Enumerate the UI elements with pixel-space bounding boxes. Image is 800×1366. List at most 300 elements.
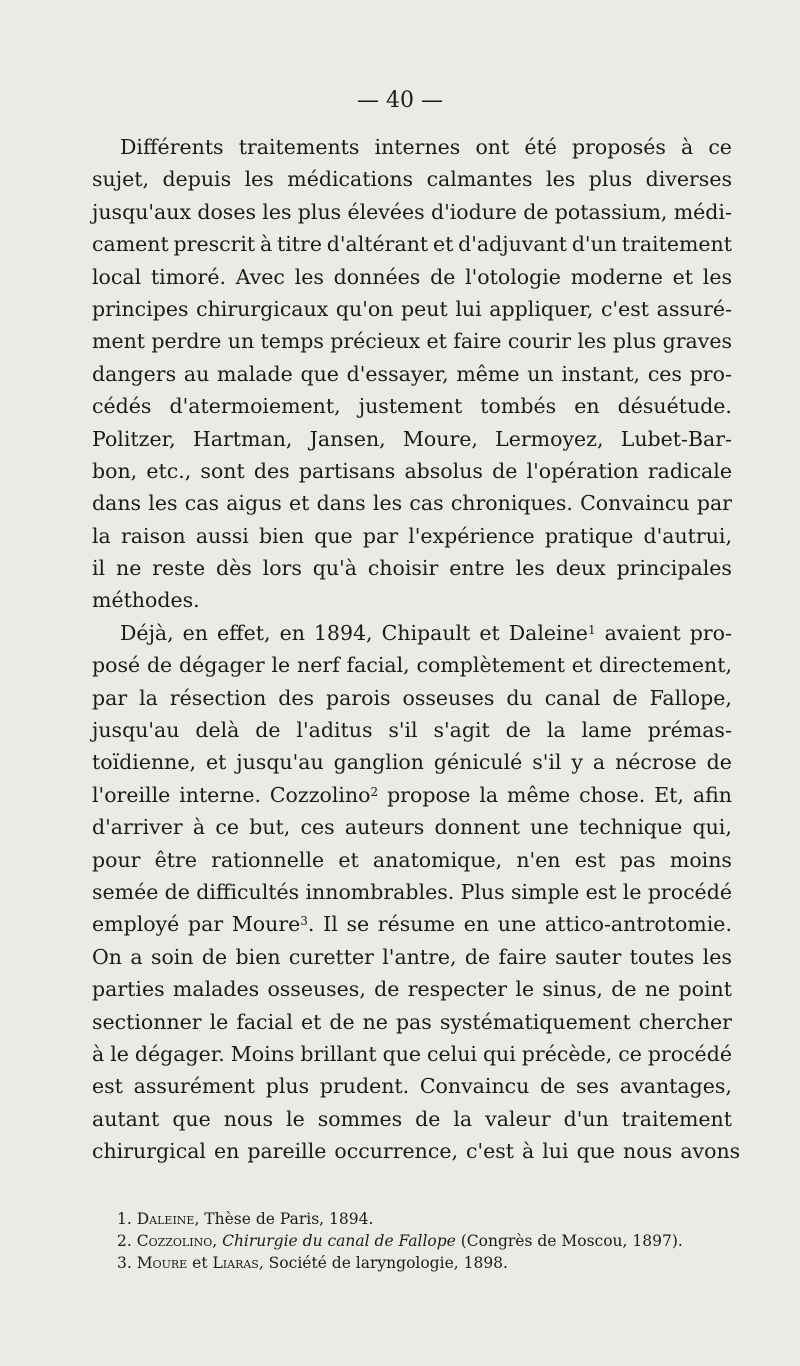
word: osseuses [402, 685, 495, 710]
text-line [92, 908, 732, 940]
word: l'antre, [382, 944, 457, 969]
text-line [92, 1103, 732, 1135]
word: internes [374, 135, 461, 159]
word: ganglion [333, 750, 424, 775]
text-line [92, 196, 732, 228]
word: le [110, 1041, 129, 1066]
word: plus [588, 167, 633, 192]
footnote-author: Moure [136, 1254, 188, 1272]
word: une [497, 912, 537, 937]
word: bon, [92, 458, 138, 483]
word: chroniques. [450, 491, 573, 516]
word: dans [92, 491, 142, 516]
word: sujet, [92, 167, 149, 192]
word: Et, [654, 782, 684, 807]
word: delà [195, 718, 240, 743]
word: de [492, 458, 518, 483]
word: les [546, 167, 576, 192]
word: l'otologie [465, 264, 561, 289]
word: reste [152, 556, 206, 581]
word: nous [623, 1139, 673, 1164]
word: pas [619, 847, 656, 872]
footnote-author: Liaras [212, 1254, 259, 1272]
word: est [92, 1074, 123, 1099]
footnote-number: 3. [117, 1254, 132, 1272]
word: les [294, 264, 324, 289]
word: les [262, 199, 292, 224]
word: d'iodure [430, 199, 517, 224]
word: dans [316, 491, 366, 516]
footnote-separator: , [212, 1232, 223, 1250]
word: les [515, 556, 545, 581]
word: partisans [298, 458, 396, 483]
word: avantages, [619, 1074, 732, 1099]
text-line [92, 487, 732, 519]
word: chirurgical [92, 1139, 206, 1164]
word: les [372, 491, 403, 516]
word: des [278, 685, 315, 710]
text-line [92, 325, 732, 357]
word: curetter [288, 944, 374, 969]
word: ne [644, 977, 671, 1002]
word: et [672, 264, 694, 289]
word: Chipault [381, 620, 471, 645]
word: avaient [604, 620, 681, 645]
word: instant, [561, 361, 641, 386]
word: prudent. [319, 1074, 410, 1099]
word: courir [507, 329, 572, 354]
word: nécrose [615, 750, 697, 775]
word: par [362, 523, 399, 548]
word: ces [300, 815, 335, 840]
word: autant [92, 1106, 160, 1131]
text-line [92, 584, 732, 616]
word: même [507, 782, 571, 807]
word: proposés [571, 135, 666, 159]
footnote-author: Daleine [136, 1210, 195, 1228]
word: à [259, 232, 273, 257]
footnote-author: Cozzolino [136, 1232, 213, 1250]
word: un [527, 361, 554, 386]
word: ce [215, 815, 239, 840]
word: en [213, 1139, 240, 1164]
word: assuré- [656, 296, 732, 321]
text-line [92, 649, 732, 681]
word: l'oreille [92, 782, 171, 807]
footnote-text: , Société de laryngologie, 1898. [258, 1254, 508, 1272]
word: Différents [120, 135, 224, 159]
word: effet, [216, 620, 271, 645]
word: les [244, 167, 274, 192]
word: dégager. [134, 1041, 225, 1066]
word: avons [680, 1139, 741, 1164]
footnote-text: (Congrès de Moscou, 1897). [455, 1232, 683, 1250]
word: principales [616, 556, 732, 581]
word: l'aditus [296, 718, 373, 743]
word: cédés [92, 394, 152, 419]
word: s'il [388, 718, 418, 743]
text-line [92, 876, 732, 908]
word: parois [326, 685, 391, 710]
word: jusqu'au [92, 718, 180, 743]
word: données [333, 264, 421, 289]
word: un [227, 329, 255, 354]
word: aigus [226, 491, 282, 516]
footnote-conjunction: et [187, 1254, 213, 1272]
footnote-text: , Thèse de Paris, 1894. [194, 1210, 374, 1228]
word: qu'à [312, 556, 357, 581]
word: ce [618, 1041, 642, 1066]
word: en [182, 620, 208, 645]
word: pas [395, 1009, 432, 1034]
word: innombrables. [305, 879, 455, 904]
footnotes [117, 1208, 737, 1274]
word: que [172, 1106, 211, 1131]
word: dès [215, 556, 252, 581]
word: etc., [146, 458, 192, 483]
word: depuis [162, 167, 232, 192]
word: d'un [571, 232, 617, 257]
word: se [346, 912, 370, 937]
word: sommes [317, 1106, 403, 1131]
word: 1894, [313, 620, 373, 645]
text-line [92, 617, 732, 649]
word: résume [377, 912, 456, 937]
word: d'un [563, 1106, 609, 1131]
text-line [92, 163, 732, 195]
word: qu'on [335, 296, 394, 321]
word: par [187, 912, 224, 937]
word: de [464, 944, 491, 969]
text-line [92, 455, 732, 487]
word: à [92, 1041, 105, 1066]
word: jusqu'au [236, 750, 324, 775]
word: directement, [598, 653, 732, 678]
word: peut [401, 296, 448, 321]
word: de [523, 199, 549, 224]
word: même [456, 361, 520, 386]
word: potassium, [554, 199, 668, 224]
word: et [205, 750, 227, 775]
word: technique [578, 815, 683, 840]
word: attico-antrotomie. [544, 912, 732, 937]
word: de [146, 653, 173, 678]
word: principes [92, 296, 189, 321]
word: l'opération [526, 458, 639, 483]
word: soin [150, 944, 194, 969]
word: Daleine$^1$ [508, 620, 596, 645]
word: n'en [516, 847, 561, 872]
text-line [92, 1135, 741, 1167]
word: donnent [434, 815, 520, 840]
word: a [592, 750, 606, 775]
word: en [574, 394, 600, 419]
word: les [702, 944, 732, 969]
word: y [571, 750, 583, 775]
text-line [92, 811, 732, 843]
word: but, [249, 815, 291, 840]
word: lame [581, 718, 632, 743]
word: plus [297, 199, 342, 224]
word: toutes [629, 944, 695, 969]
word: Jansen, [309, 426, 386, 451]
word: auteurs [344, 815, 425, 840]
word: titre [277, 232, 322, 257]
word: et [300, 1009, 322, 1034]
word: le [515, 977, 535, 1002]
word: Fallope, [649, 685, 732, 710]
word: moderne [570, 264, 663, 289]
word: point [678, 977, 732, 1002]
word: le [286, 1106, 305, 1131]
text-line [92, 779, 732, 811]
word: toïdienne, [92, 750, 197, 775]
word: celui [427, 1041, 477, 1066]
word: ment [92, 329, 146, 354]
word: On [92, 944, 123, 969]
word: propose [387, 782, 471, 807]
word: canal [544, 685, 601, 710]
word: traitement [621, 232, 732, 257]
word: désuétude. [617, 394, 732, 419]
word: deux [555, 556, 606, 581]
footnote-2 [117, 1230, 737, 1252]
word: est [585, 879, 617, 904]
word: s'il [532, 750, 562, 775]
word: employé [92, 912, 180, 937]
word: bien [235, 944, 281, 969]
word: lors [262, 556, 302, 581]
word: chirurgicaux [196, 296, 329, 321]
word: osseuses, [267, 977, 366, 1002]
word: systématiquement [439, 1009, 631, 1034]
word: cament [92, 232, 169, 257]
word: faire [498, 944, 547, 969]
text-line [92, 682, 732, 714]
word: nerf [297, 653, 340, 678]
word: méthodes. [92, 588, 200, 613]
word: respecter [407, 977, 508, 1002]
text-line [92, 390, 732, 422]
word: géniculé [433, 750, 523, 775]
word: facial [236, 1009, 293, 1034]
word: au [183, 361, 210, 386]
text-line [92, 1006, 732, 1038]
footnote-number: 1. [117, 1210, 132, 1228]
word: que [300, 361, 339, 386]
word: doses [197, 199, 256, 224]
word: afin [692, 782, 732, 807]
footnote-number: 2. [117, 1232, 132, 1250]
text-line [92, 261, 732, 293]
word: pro- [689, 361, 732, 386]
word: que [382, 1041, 422, 1066]
word: ses [576, 1074, 610, 1099]
word: qui, [692, 815, 732, 840]
word: et [571, 653, 593, 678]
word: l'expérience [408, 523, 535, 548]
word: et [338, 847, 359, 872]
word: simple [510, 879, 580, 904]
text-line [92, 423, 732, 455]
word: de [329, 1009, 355, 1034]
word: interne. [179, 782, 261, 807]
word: le [271, 653, 291, 678]
word: anatomique, [372, 847, 503, 872]
word: malades [172, 977, 260, 1002]
word: traitement [621, 1106, 732, 1131]
word: élevées [347, 199, 425, 224]
word: Moure, [402, 426, 478, 451]
word: posé [92, 653, 141, 678]
word: c'est [465, 1139, 514, 1164]
word: d'arriver [92, 815, 183, 840]
word: Moins [230, 1041, 295, 1066]
word: lui [455, 296, 482, 321]
word: radicale [647, 458, 732, 483]
word: la [92, 523, 111, 548]
word: entre [449, 556, 505, 581]
word: justement [358, 394, 463, 419]
word: faire [453, 329, 502, 354]
word: les [577, 329, 607, 354]
word: cas [184, 491, 219, 516]
word: ont [475, 135, 510, 159]
word: est [574, 847, 606, 872]
word: d'essayer, [346, 361, 449, 386]
word: pareille [247, 1139, 327, 1164]
word: d'adjuvant [458, 232, 568, 257]
word: de [374, 977, 400, 1002]
word: précieux [330, 329, 421, 354]
word: Moure$^3$. [231, 912, 315, 937]
word: malade [217, 361, 293, 386]
word: dégager [179, 653, 265, 678]
word: sont [200, 458, 245, 483]
word: raison [120, 523, 186, 548]
word: de [430, 264, 456, 289]
word: la [139, 685, 158, 710]
word: nous [223, 1106, 274, 1131]
word: en [463, 912, 490, 937]
word: diverses [645, 167, 732, 192]
text-line [92, 746, 732, 778]
word: assurément [133, 1074, 256, 1099]
word: que [576, 1139, 616, 1164]
word: occurrence, [334, 1139, 458, 1164]
word: et [426, 329, 447, 354]
word: plus [612, 329, 657, 354]
word: Cozzolino$^2$ [269, 782, 379, 807]
word: Il [323, 912, 338, 937]
word: Lermoyez, [495, 426, 604, 451]
word: sectionner [92, 1009, 202, 1034]
word: c'est [601, 296, 650, 321]
word: prémas- [647, 718, 732, 743]
word: une [530, 815, 569, 840]
word: moins [669, 847, 732, 872]
word: Hartman, [192, 426, 293, 451]
word: il [92, 556, 106, 581]
word: et [432, 232, 454, 257]
word: chercher [638, 1009, 732, 1034]
word: d'altérant [326, 232, 429, 257]
word: pro- [689, 620, 732, 645]
word: Politzer, [92, 426, 176, 451]
word: prescrit [173, 232, 256, 257]
word: précède, [521, 1041, 613, 1066]
word: jusqu'aux [92, 199, 192, 224]
word: graves [662, 329, 732, 354]
word: parties [92, 977, 165, 1002]
word: rationnelle [211, 847, 325, 872]
word: de [612, 685, 638, 710]
word: ce [708, 135, 732, 159]
word: de [611, 977, 637, 1002]
word: bien [259, 523, 305, 548]
footnote-1 [117, 1208, 737, 1230]
word: de [706, 750, 732, 775]
word: été [524, 135, 557, 159]
word: d'autrui, [643, 523, 732, 548]
word: les [702, 264, 732, 289]
word: semée [92, 879, 159, 904]
word: procédé [647, 879, 732, 904]
word: en [279, 620, 305, 645]
word: complètement [416, 653, 565, 678]
word: de [255, 718, 281, 743]
word: résection [169, 685, 267, 710]
word: Convaincu [580, 491, 690, 516]
word: s'agit [433, 718, 490, 743]
text-line [92, 520, 732, 552]
word: les [148, 491, 178, 516]
word: valeur [485, 1106, 551, 1131]
word: la [546, 718, 566, 743]
word: ne [362, 1009, 388, 1034]
word: perdre [151, 329, 222, 354]
word: et [289, 491, 310, 516]
word: choisir [367, 556, 439, 581]
word: être [154, 847, 197, 872]
word: pratique [544, 523, 634, 548]
word: à [680, 135, 694, 159]
word: aussi [195, 523, 249, 548]
word: la [479, 782, 499, 807]
word: tombés [480, 394, 557, 419]
word: le [622, 879, 642, 904]
word: à [522, 1139, 535, 1164]
word: lui [542, 1139, 569, 1164]
word: chose. [579, 782, 646, 807]
word: timoré. [150, 264, 226, 289]
word: du [506, 685, 533, 710]
word: procédé [647, 1041, 732, 1066]
text-line [92, 1070, 732, 1102]
word: a [130, 944, 143, 969]
text-line [92, 941, 732, 973]
body-text [92, 131, 741, 1168]
word: Déjà, [120, 620, 174, 645]
word: appliquer, [489, 296, 594, 321]
word: la [453, 1106, 473, 1131]
word: médications [287, 167, 414, 192]
page-number: — 40 — [357, 88, 443, 113]
word: calmantes [426, 167, 533, 192]
word: brillant [300, 1041, 377, 1066]
word: qui [482, 1041, 516, 1066]
word: Lubet-Bar- [620, 426, 732, 451]
